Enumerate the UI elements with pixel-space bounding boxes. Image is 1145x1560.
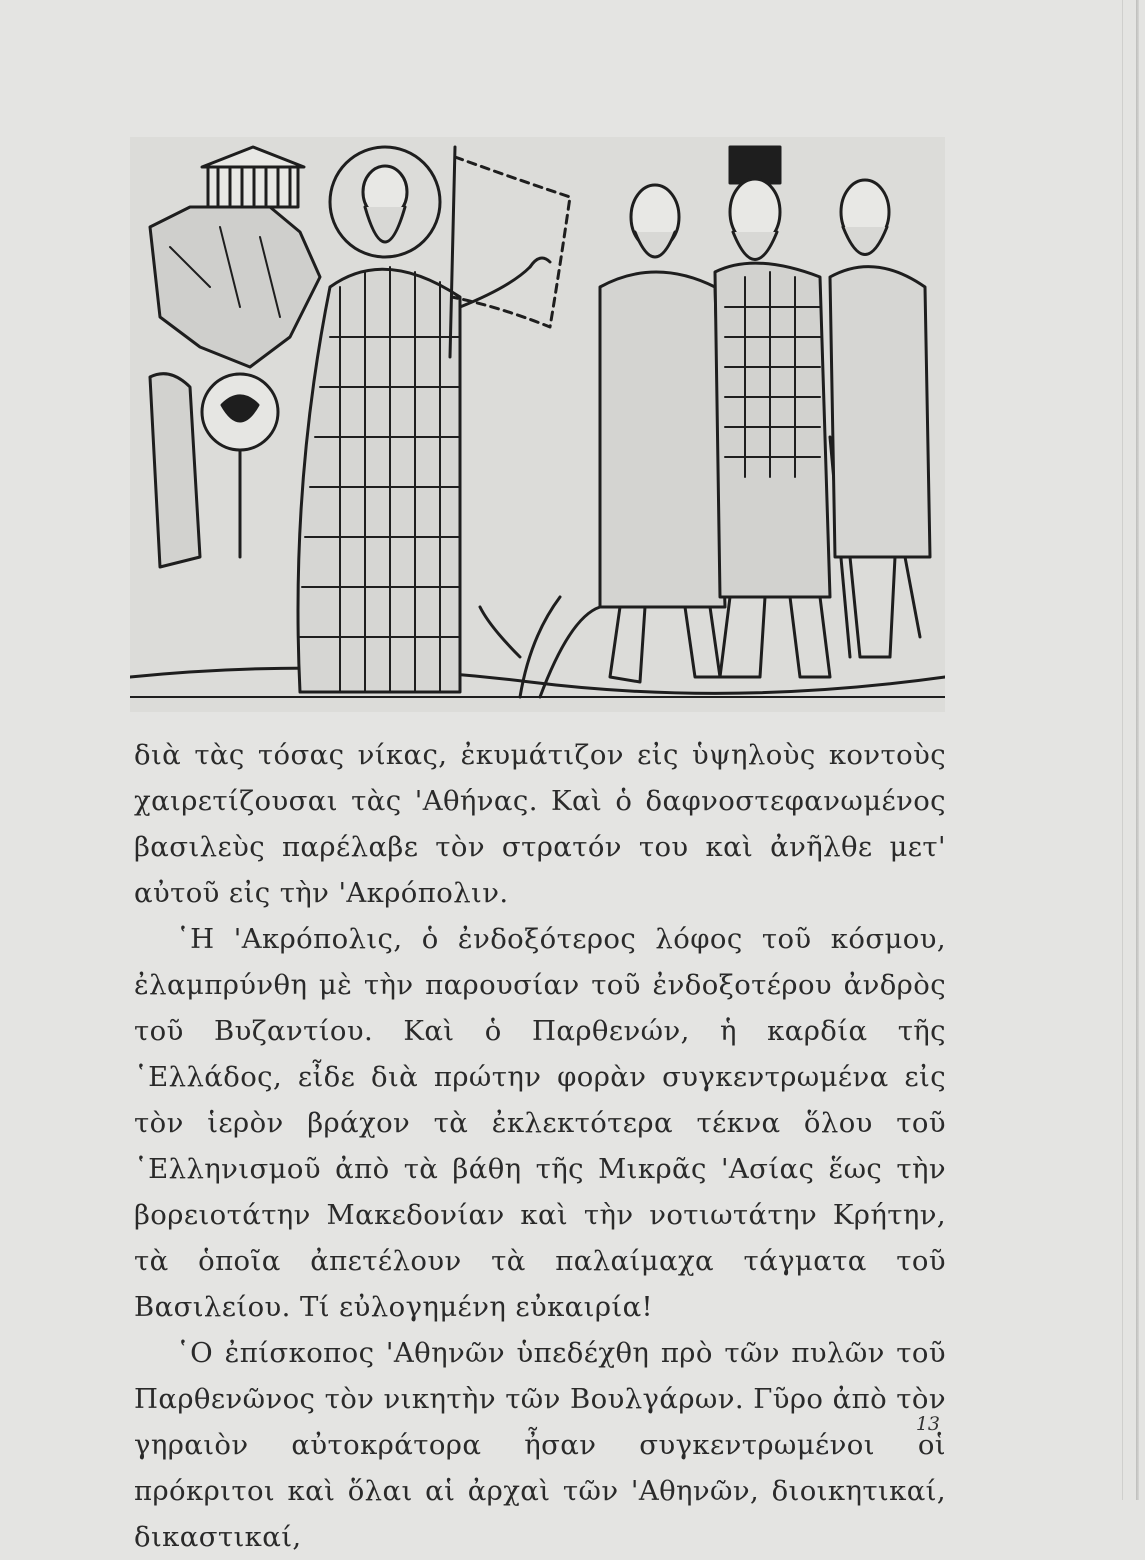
paragraph-1: διὰ τὰς τόσας νίκας, ἐκυμάτιζον εἰς ὑψηλοὺς κοντοὺς χαιρετίζουσαι τὰς 'Αθήνας. Καὶ ὁ δαφνοστεφανωμένος βασιλεὺς παρέλαβε τὸν στρατόν του καὶ ἀνῆλθε μετ' αὐτοῦ εἰς τὴν 'Ακρόπολιν.	[134, 739, 946, 909]
byzantine-woodcut-illustration-icon	[130, 137, 945, 712]
page-edge-line	[1122, 0, 1123, 1500]
page-edge-shadow	[1136, 0, 1139, 1500]
page-number: 13	[915, 1413, 940, 1435]
paragraph-3: ῾Ο ἐπίσκοπος 'Αθηνῶν ὑπεδέχθη πρὸ τῶν πυλῶν τοῦ Παρθενῶνος τὸν νικητὴν τῶν Βουλγάρων. Γῦρο ἀπὸ τὸν γηραιὸν αὐτοκράτορα ἦσαν συγκεντρωμένοι οἱ πρόκριτοι καὶ ὅλαι αἱ ἀρχαὶ τῶν 'Αθηνῶν, διοικητικαί, δικαστικαί,	[134, 1337, 946, 1553]
woodcut-illustration	[130, 137, 945, 712]
body-text	[134, 732, 946, 1560]
paragraph-2: ῾Η 'Ακρόπολις, ὁ ἐνδοξότερος λόφος τοῦ κόσμου, ἐλαμπρύνθη μὲ τὴν παρουσίαν τοῦ ἐνδοξοτέρου ἀνδρὸς τοῦ Βυζαντίου. Καὶ ὁ Παρθενών, ἡ καρδία τῆς ῾Ελλάδος, εἶδε διὰ πρώτην φορὰν συγκεντρωμένα εἰς τὸν ἱερὸν βράχον τὰ ἐκλεκτότερα τέκνα ὅλου τοῦ ῾Ελληνισμοῦ ἀπὸ τὰ βάθη τῆς Μικρᾶς 'Ασίας ἕως τὴν βορειοτάτην Μακεδονίαν καὶ τὴν νοτιωτάτην Κρήτην, τὰ ὁποῖα ἀπετέλουν τὰ παλαίμαχα τάγματα τοῦ Βασιλείου. Τί εὐλογημένη εὐκαιρία!	[134, 923, 946, 1323]
